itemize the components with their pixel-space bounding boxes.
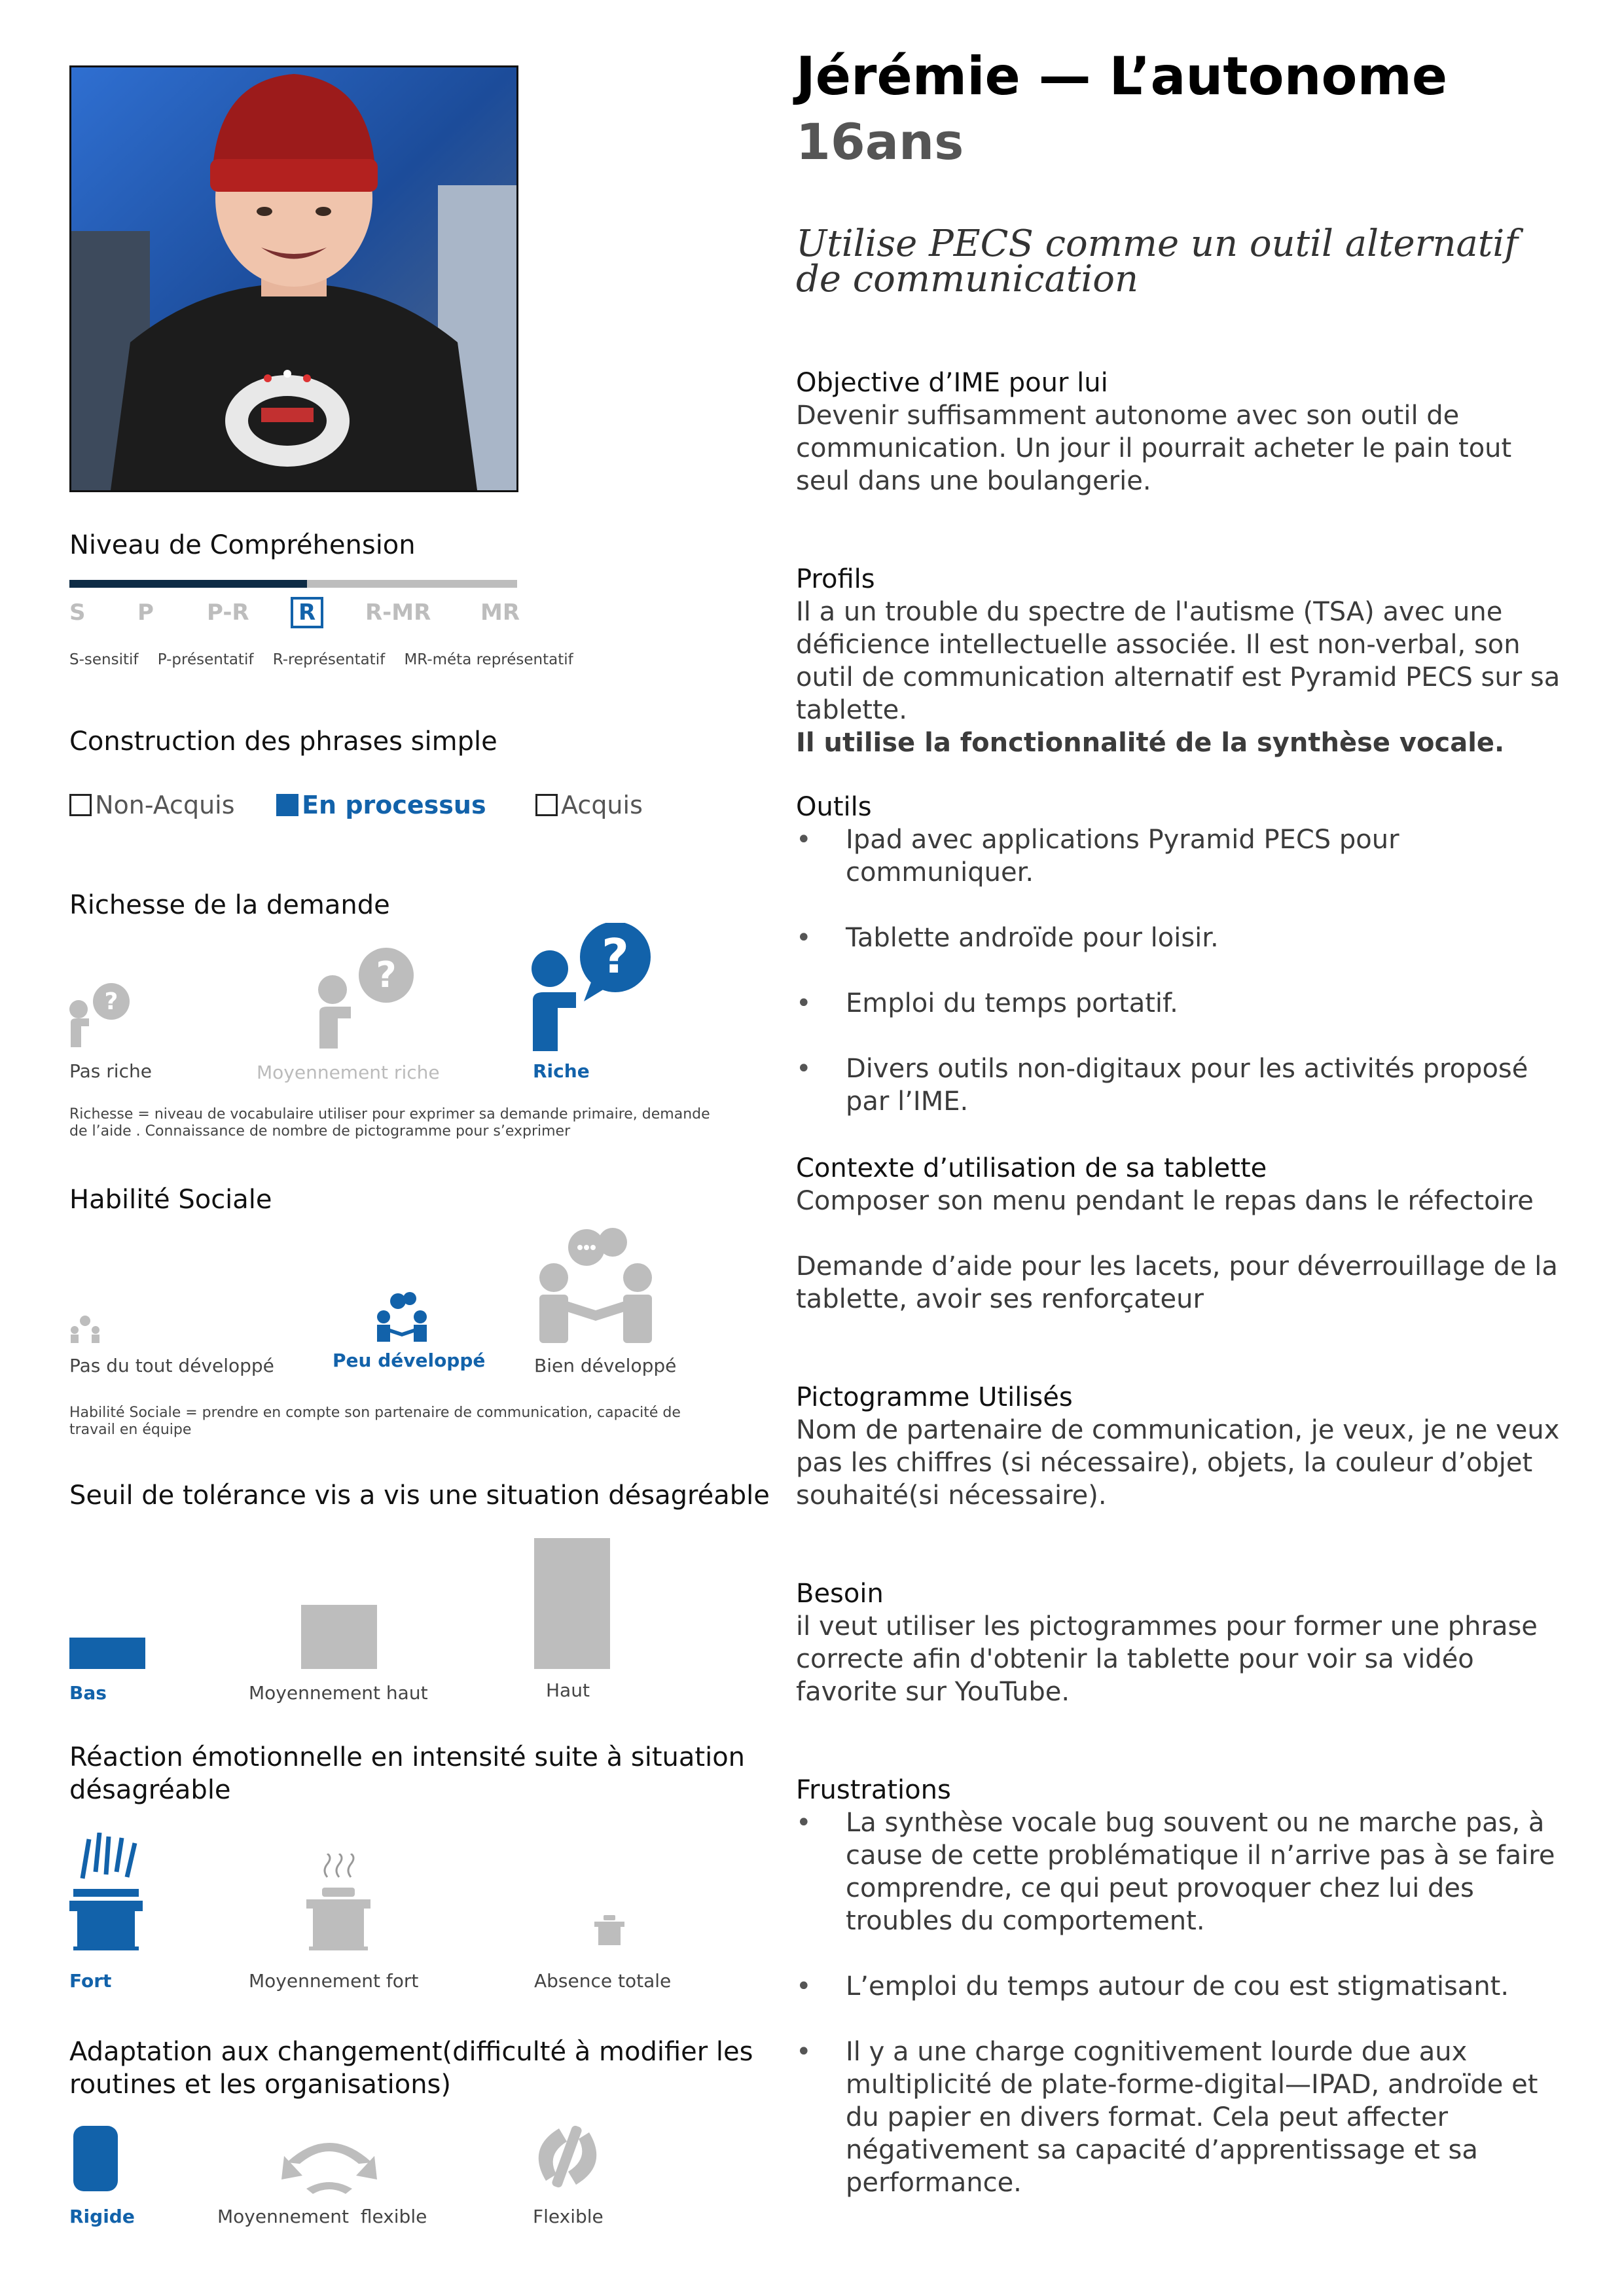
richesse-title: Richesse de la demande	[69, 890, 390, 920]
reaction-option-fort: Fort	[69, 1970, 112, 1992]
checkbox-empty-icon	[535, 794, 558, 816]
social-title: Habilité Sociale	[69, 1185, 272, 1215]
comprehension-progress	[69, 580, 307, 588]
contexte-line-2: Demande d’aide pour les lacets, pour déverrouillage de la tablette, avoir ses renforçateur	[796, 1251, 1558, 1314]
phrases-title: Construction des phrases simple	[69, 726, 497, 757]
contexte-line-1: Composer son menu pendant le repas dans le réfectoire	[796, 1186, 1534, 1216]
contexte-title: Contexte d’utilisation de sa tablette	[796, 1153, 1267, 1183]
profils-title: Profils	[796, 564, 875, 594]
tolerance-bar-moyennement-haut	[301, 1605, 377, 1669]
frustration-item: • L’emploi du temps autour de cou est stigmatisant.	[796, 1970, 1562, 2003]
outils-item: • Emploi du temps portatif.	[796, 987, 1562, 1020]
frustrations-list	[796, 1806, 1562, 2199]
phrases-option-non-acquis: Non-Acquis	[69, 791, 235, 819]
arc-arrows-icon	[280, 2123, 378, 2195]
svg-text:?: ?	[104, 988, 118, 1015]
profile-photo	[69, 65, 518, 492]
level-r-selected: R	[291, 597, 323, 628]
person-question-icon	[318, 946, 416, 1049]
level-p: P	[137, 600, 154, 626]
adaptation-title: Adaptation aux changement(difficulté à modifier les routines et les organisations)	[69, 2037, 753, 2100]
objective-text: Devenir suffisamment autonome avec son outil de communication. Un jour il pourrait acheter le pain tout seul dans une boulangerie.	[796, 401, 1512, 496]
person-question-icon	[532, 923, 653, 1051]
frustration-item: • La synthèse vocale bug souvent ou ne marche pas, à cause de cette problématique il n’arrive pas à se faire comprendre, ce qui peut provoquer chez lui des troubles du comportement.	[796, 1806, 1562, 1937]
profils-text	[796, 596, 1562, 759]
social-option-bien-developpe: Bien développé	[534, 1355, 677, 1376]
svg-text:?: ?	[602, 929, 629, 984]
rigid-block-icon	[73, 2126, 118, 2191]
frustrations-title: Frustrations	[796, 1775, 951, 1805]
comprehension-scale	[69, 597, 528, 630]
besoin-title: Besoin	[796, 1579, 884, 1609]
outils-item: • Divers outils non-digitaux pour les activités proposé par l’IME.	[796, 1052, 1562, 1118]
level-mr: MR	[480, 600, 520, 626]
reaction-option-moyennement-fort: Moyennement fort	[249, 1970, 419, 1992]
legend-mr: MR-méta représentatif	[404, 651, 573, 668]
outils-list	[796, 823, 1562, 1118]
checkbox-filled-icon	[276, 794, 298, 816]
two-people-chat-icon	[376, 1292, 428, 1342]
comprehension-title: Niveau de Compréhension	[69, 530, 416, 560]
outils-item: • Tablette androïde pour loisir.	[796, 922, 1562, 954]
boiling-pot-icon	[593, 1914, 626, 1948]
legend-p: P-présentatif	[157, 651, 254, 668]
person-question-icon	[69, 982, 135, 1047]
age-label: 16ans	[796, 113, 964, 171]
adaptation-option-moyennement-flexible: Moyennement flexible	[217, 2206, 427, 2227]
tolerance-title: Seuil de tolérance vis a vis une situation désagréable	[69, 1480, 770, 1511]
comprehension-legend	[69, 651, 593, 668]
social-option-peu-developpe: Peu développé	[333, 1350, 486, 1371]
contexte-text	[796, 1185, 1562, 1316]
flexible-icon	[533, 2122, 602, 2191]
profils-body: Il a un trouble du spectre de l'autisme (TSA) avec une déficience intellectuelle associée. Il est non-verbal, son outil de communication alternatif est Pyramid PECS sur sa tablette.	[796, 597, 1561, 725]
portrait-image	[71, 67, 516, 490]
phrases-option-en-processus: En processus	[276, 791, 486, 819]
tolerance-option-bas: Bas	[69, 1682, 107, 1704]
level-r-mr: R-MR	[365, 600, 431, 626]
richesse-option-moyennement-riche: Moyennement riche	[257, 1062, 440, 1083]
reaction-title: Réaction émotionnelle en intensité suite à situation désagréable	[69, 1742, 746, 1805]
richesse-note: Richesse = niveau de vocabulaire utiliser pour exprimer sa demande primaire, demande de l’aide . Connaissance de nombre de pictogramme pour s’exprimer	[69, 1106, 710, 1139]
richesse-option-riche: Riche	[533, 1060, 590, 1082]
phrases-option-acquis: Acquis	[535, 791, 643, 819]
besoin-text: il veut utiliser les pictogrammes pour former une phrase correcte afin d'obtenir la tablette pour voir sa vidéo favorite sur YouTube.	[796, 1611, 1538, 1707]
page-title: Jérémie — L’autonome	[796, 46, 1448, 107]
legend-s: S-sensitif	[69, 651, 139, 668]
outils-item: • Ipad avec applications Pyramid PECS pour communiquer.	[796, 823, 1562, 889]
richesse-option-pas-riche: Pas riche	[69, 1060, 152, 1082]
tolerance-bar-haut	[534, 1538, 610, 1669]
objective-title: Objective d’IME pour lui	[796, 368, 1108, 398]
social-option-pas-du-tout: Pas du tout développé	[69, 1355, 274, 1376]
boiling-pot-icon	[69, 1833, 143, 1950]
outils-title: Outils	[796, 792, 872, 822]
legend-r: R-représentatif	[272, 651, 386, 668]
tolerance-option-haut: Haut	[546, 1679, 590, 1701]
profils-bold: Il utilise la fonctionnalité de la synthèse vocale.	[796, 728, 1505, 758]
two-people-chat-icon	[537, 1225, 655, 1343]
picto-text: Nom de partenaire de communication, je veux, je ne veux pas les chiffres (si nécessaire), objets, la couleur d’objet souhaité(si nécessaire).	[796, 1415, 1560, 1511]
svg-text:?: ?	[376, 954, 397, 996]
boiling-pot-icon	[302, 1854, 374, 1950]
two-people-chat-icon	[69, 1314, 101, 1343]
tolerance-bar-bas	[69, 1638, 145, 1669]
level-s: S	[69, 600, 86, 626]
picto-title: Pictogramme Utilisés	[796, 1382, 1073, 1412]
adaptation-option-rigide: Rigide	[69, 2206, 135, 2227]
level-p-r: P-R	[207, 600, 249, 626]
frustration-item: • Il y a une charge cognitivement lourde due aux multiplicité de plate-forme-digital—IPAD, androïde et du papier en divers format. Cela peut affecter négativement sa capacité d’apprentissage et sa performance.	[796, 2036, 1562, 2199]
comprehension-track	[69, 580, 517, 588]
tolerance-option-moyennement-haut: Moyennement haut	[249, 1682, 428, 1704]
social-note: Habilité Sociale = prendre en compte son partenaire de communication, capacité de travail en équipe	[69, 1405, 681, 1438]
adaptation-option-flexible: Flexible	[533, 2206, 604, 2227]
checkbox-empty-icon	[69, 794, 92, 816]
reaction-option-absence-totale: Absence totale	[534, 1970, 672, 1992]
tagline: Utilise PECS comme un outil alternatif de communication	[796, 223, 1519, 300]
